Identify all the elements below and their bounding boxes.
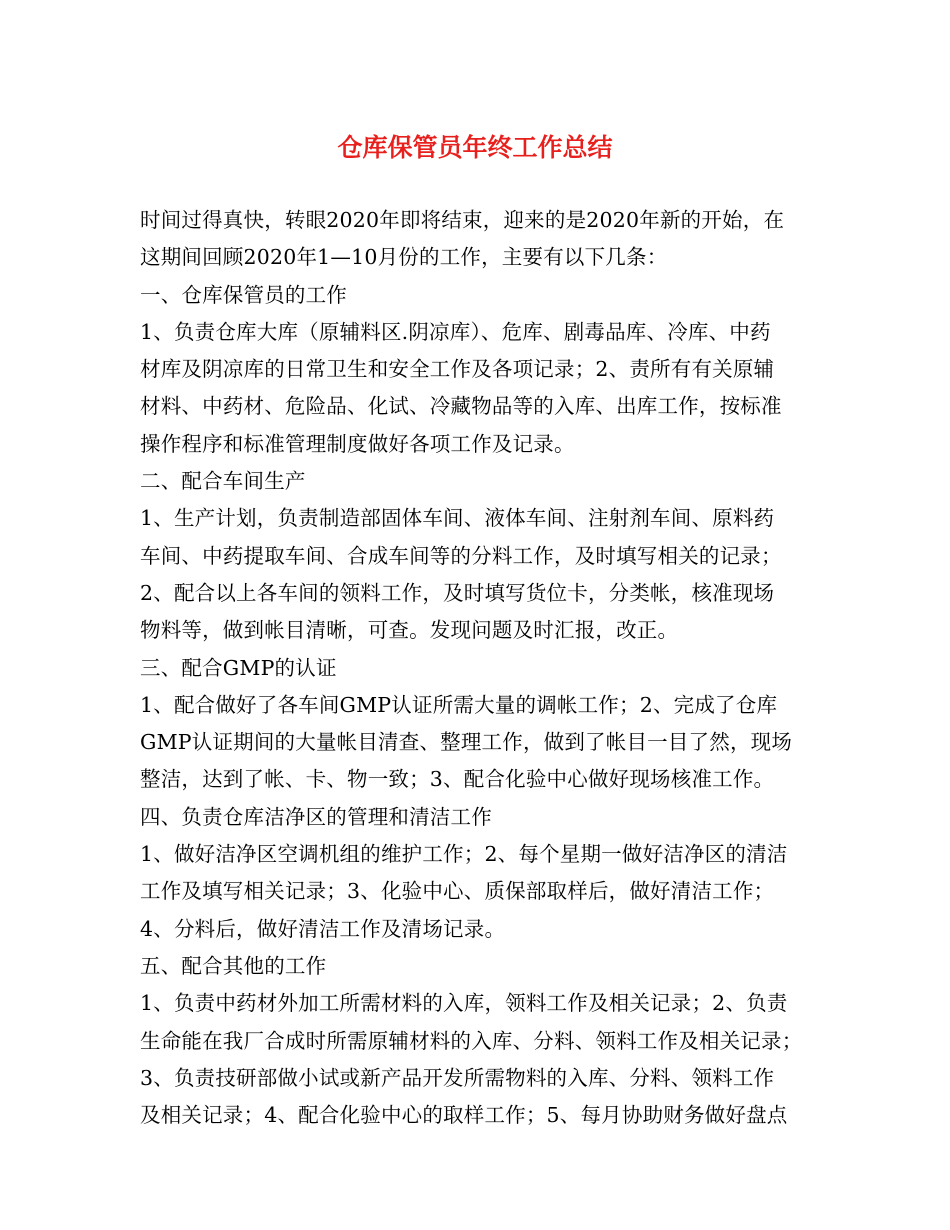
paragraph-line: 1、负责中药材外加工所需材料的入库，领料工作及相关记录；2、负责: [140, 991, 788, 1016]
paragraph-line: 材料、中药材、危险品、化试、冷藏物品等的入库、出库工作，按标准: [140, 394, 782, 419]
section-heading: 五、配合其他的工作: [140, 953, 327, 978]
document-body: [140, 202, 815, 1134]
section-heading: 四、负责仓库洁净区的管理和清洁工作: [140, 804, 492, 829]
paragraph-line: 3、负责技研部做小试或新产品开发所需物料的入库、分料、领料工作: [140, 1065, 775, 1090]
paragraph-line: 材库及阴凉库的日常卫生和安全工作及各项记录；2、责所有有关原辅: [140, 357, 775, 382]
paragraph-line: 1、负责仓库大库（原辅料区.阴凉库）、危库、剧毒品库、冷库、中药: [140, 319, 771, 344]
document-title: 仓库保管员年终工作总结: [337, 133, 613, 162]
section-heading: 三、配合GMP的认证: [140, 655, 337, 680]
section-heading: 一、仓库保管员的工作: [140, 282, 347, 307]
paragraph-line: 1、做好洁净区空调机组的维护工作；2、每个星期一做好洁净区的清洁: [140, 842, 788, 867]
paragraph-line: 1、生产计划，负责制造部固体车间、液体车间、注射剂车间、原料药: [140, 506, 775, 531]
paragraph-line: 操作程序和标准管理制度做好各项工作及记录。: [140, 431, 575, 456]
paragraph-line: 整洁，达到了帐、卡、物一致；3、配合化验中心做好现场核准工作。: [140, 767, 775, 792]
paragraph-line: 1、配合做好了各车间GMP认证所需大量的调帐工作；2、完成了仓库: [140, 692, 778, 717]
paragraph-line: 及相关记录；4、配合化验中心的取样工作；5、每月协助财务做好盘点: [140, 1103, 788, 1128]
paragraph-line: 工作及填写相关记录；3、化验中心、质保部取样后，做好清洁工作；: [140, 879, 775, 904]
paragraph-line: 物料等，做到帐目清晰，可查。发现问题及时汇报，改正。: [140, 618, 679, 643]
paragraph-line: 生命能在我厂合成时所需原辅材料的入库、分料、领料工作及相关记录；: [140, 1028, 803, 1053]
paragraph-line: GMP认证期间的大量帐目清查、整理工作，做到了帐目一目了然，现场: [140, 730, 793, 755]
section-heading: 二、配合车间生产: [140, 469, 306, 494]
paragraph-line: 4、分料后，做好清洁工作及清场记录。: [140, 916, 506, 941]
paragraph-line: 这期间回顾2020年1—10月份的工作，主要有以下几条：: [140, 245, 668, 270]
paragraph-line: 车间、中药提取车间、合成车间等的分料工作，及时填写相关的记录；: [140, 543, 782, 568]
paragraph-line: 2、配合以上各车间的领料工作，及时填写货位卡，分类帐，核准现场: [140, 580, 775, 605]
paragraph-line: 时间过得真快，转眼2020年即将结束，迎来的是2020年新的开始，在: [140, 208, 785, 232]
